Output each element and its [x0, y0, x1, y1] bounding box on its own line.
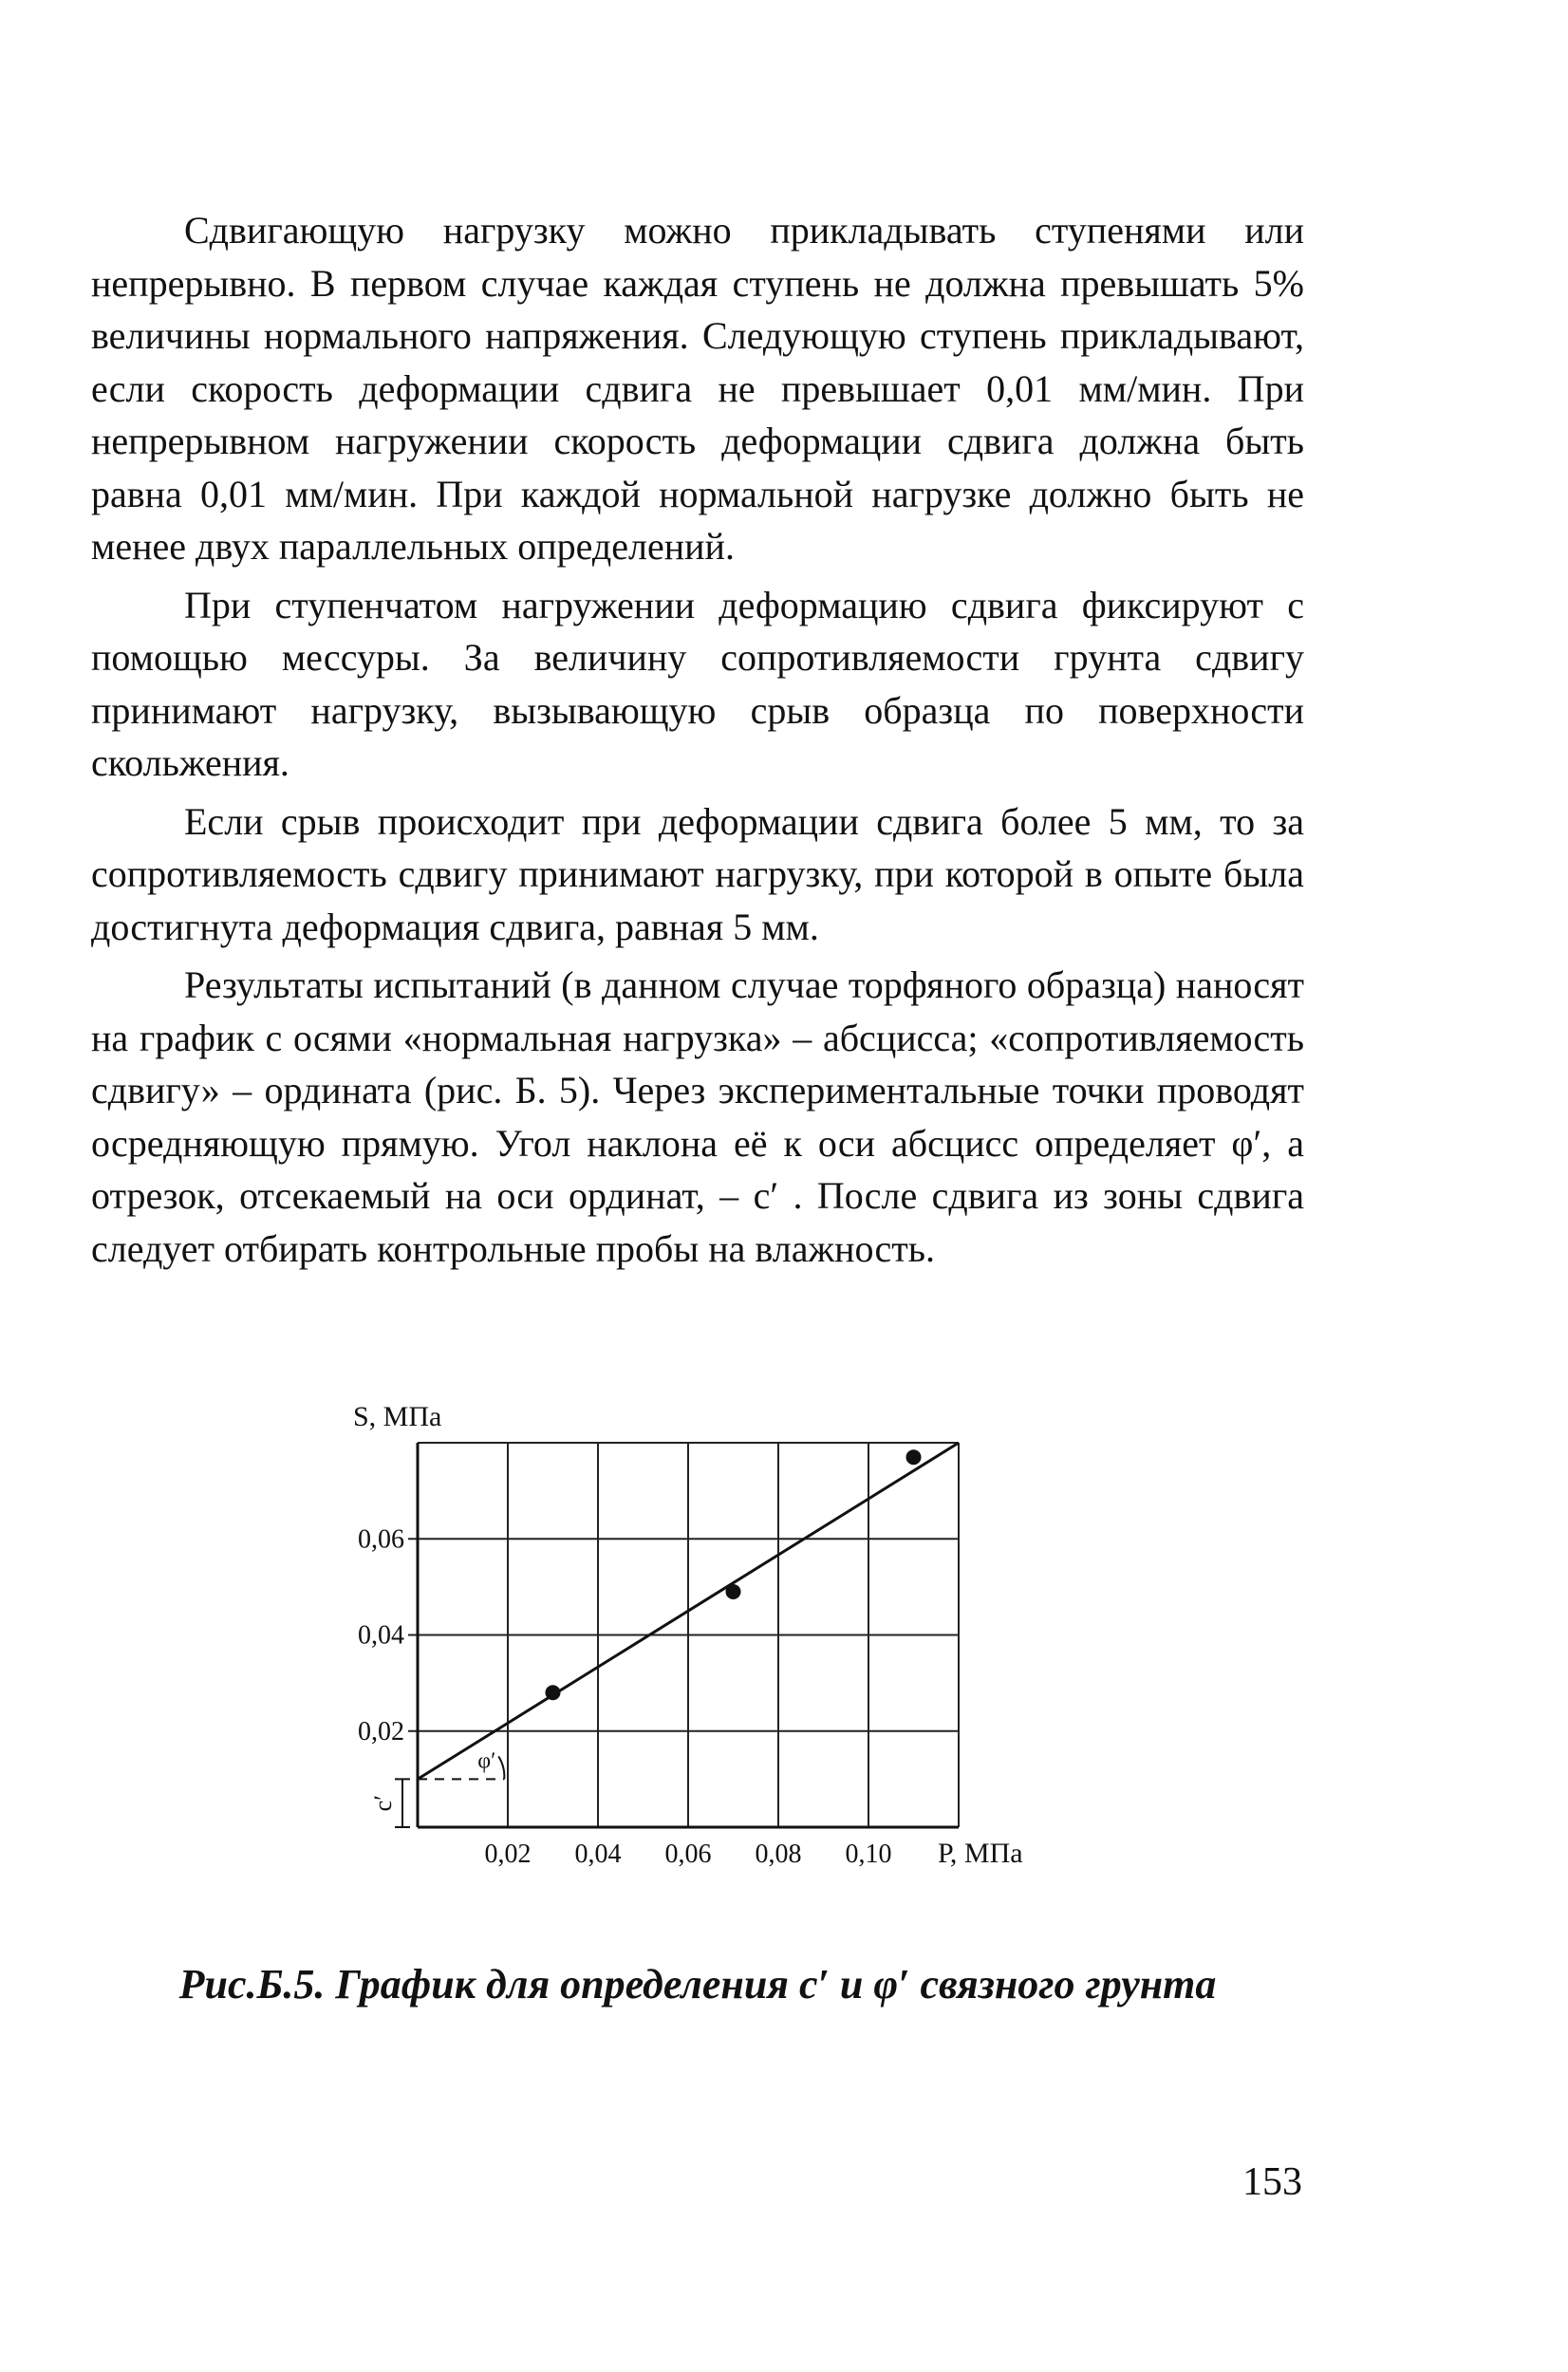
y-tick-label: 0,02: [358, 1716, 404, 1746]
y-tick-label: 0,04: [358, 1620, 404, 1651]
x-tick-label: 0,02: [484, 1840, 532, 1869]
paragraph-1: Сдвигающую нагрузку можно прикладывать ступенями или непрерывно. В первом случае каждая ступень не должна превышать 5% величины нормального напряжения. Следующую ступень прикладывают, если скорость деформации сдвига не превышает 0,01 мм/мин. При непрерывном нагружении скорость деформации сдвига должна быть равна 0,01 мм/мин. При каждой нормальной нагрузке должно быть не менее двух параллельных определений.: [91, 209, 1304, 568]
data-point: [726, 1584, 741, 1599]
y-axis-label: S, МПа: [353, 1401, 442, 1432]
x-axis-label: Р, МПа: [938, 1838, 1023, 1869]
annotations: [369, 1748, 504, 1827]
page-number: 153: [1242, 2160, 1302, 2204]
x-tick-label: 0,10: [845, 1840, 892, 1869]
c-label: c′: [369, 1795, 397, 1812]
paragraph-4: Результаты испытаний (в данном случае торфяного образца) наносят на график с осями «нормальная нагрузка» – абсцисса; «сопротивляемость сдвигу» – ордината (рис. Б. 5). Через экспериментальные точки проводят осредняющую прямую. Угол наклона её к оси абсцисс определяет φ′, а отрезок, отсекаемый на оси ординат, – c′ . После сдвига из зоны сдвига следует отбирать контрольные пробы на влажность.: [91, 963, 1304, 1270]
shear-strength-chart: [323, 1367, 1082, 1898]
paragraph-2: При ступенчатом нагружении деформацию сдвига фиксируют с помощью мессуры. За величину сопротивляемости грунта сдвигу принимают нагрузку, вызывающую срыв образца по поверхности скольжения.: [91, 583, 1304, 784]
angle-arc: [498, 1756, 504, 1779]
paragraph-3: Если срыв происходит при деформации сдвига более 5 мм, то за сопротивляемость сдвигу принимают нагрузку, при которой в опыте была достигнута деформация сдвига, равная 5 мм.: [91, 799, 1304, 948]
x-tick-label: 0,06: [664, 1840, 712, 1869]
data-point: [546, 1685, 561, 1700]
x-tick-labels: [485, 1840, 892, 1869]
figure-caption: Рис.Б.5. График для определения c′ и φ′ связного грунта: [178, 1961, 1217, 2008]
phi-label: φ′: [477, 1748, 496, 1774]
y-tick-labels: [358, 1524, 404, 1746]
x-tick-label: 0,04: [574, 1840, 622, 1869]
y-tick-label: 0,06: [358, 1524, 404, 1555]
body-text: [91, 204, 1304, 1275]
x-tick-label: 0,08: [755, 1840, 802, 1869]
data-point: [906, 1449, 922, 1465]
data-points: [546, 1449, 922, 1700]
